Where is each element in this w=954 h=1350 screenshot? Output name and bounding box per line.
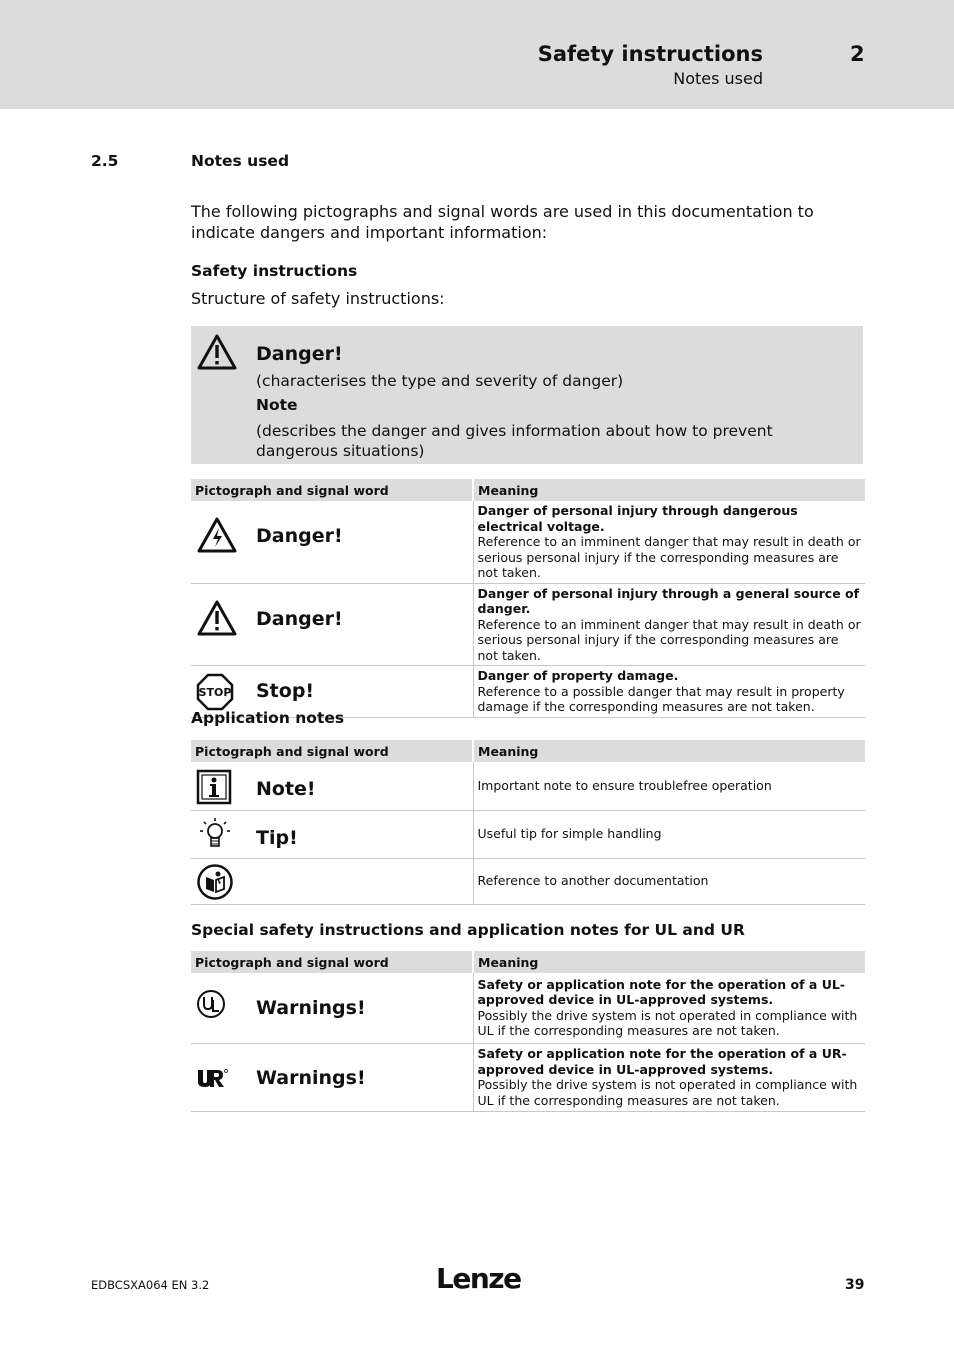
danger-box-type-text: (characterises the type and severity of danger)	[256, 372, 624, 390]
table-row	[191, 583, 865, 666]
application-notes-table	[191, 740, 865, 905]
meaning-text: Reference to an imminent danger that may result in death or serious personal injury if the corresponding measures are not taken.	[477, 616, 861, 663]
meaning-text: Reference to another documentation	[477, 873, 709, 889]
application-notes-heading: Application notes	[191, 709, 345, 727]
header-title: Safety instructions	[537, 42, 763, 66]
meaning-text: Reference to a possible danger that may result in property damage if the corresponding measures are not taken.	[477, 683, 845, 715]
signal-word: Danger!	[256, 525, 343, 547]
table-row	[191, 858, 865, 904]
column-header-pictograph: Pictograph and signal word	[191, 479, 473, 501]
header-subtitle: Notes used	[673, 69, 763, 88]
general-danger-warning-icon	[196, 599, 238, 637]
pictograph-cell	[191, 810, 473, 858]
page-header	[0, 0, 954, 109]
meaning-text: Possibly the drive system is not operated in compliance with UL if the corresponding measures are not taken.	[477, 1077, 858, 1108]
meaning-title: Safety or application note for the operation of a UL-approved device in UL-approved systems.	[477, 976, 845, 1008]
column-header-pictograph: Pictograph and signal word	[191, 951, 473, 973]
meaning-text: Possibly the drive system is not operated in compliance with UL if the corresponding measures are not taken.	[477, 1007, 858, 1039]
header-chapter-number: 2	[850, 42, 865, 66]
danger-box-note-label: Note	[256, 396, 298, 414]
signal-word: Warnings!	[256, 1066, 366, 1089]
pictograph-cell	[191, 501, 473, 583]
signal-word: Danger!	[256, 607, 343, 630]
meaning-text: Important note to ensure troublefree operation	[477, 778, 772, 793]
meaning-text: Reference to an imminent danger that may result in death or serious personal injury if the corresponding measures are not taken.	[477, 534, 861, 580]
danger-box-description: (describes the danger and gives information about how to prevent dangerous situations)	[256, 422, 773, 460]
signal-word: Stop!	[256, 680, 315, 702]
info-note-icon	[196, 769, 232, 805]
pictograph-cell	[191, 762, 473, 810]
stop-sign-text: STOP	[198, 686, 232, 699]
table-row	[191, 762, 865, 810]
warning-triangle-icon	[196, 333, 238, 371]
stop-sign-icon	[196, 673, 234, 711]
meaning-cell	[473, 858, 865, 904]
section-number: 2.5	[91, 152, 119, 170]
ul-mark-icon	[196, 989, 226, 1019]
meaning-cell	[473, 762, 865, 810]
safety-instructions-table	[191, 479, 865, 718]
meaning-cell	[473, 583, 865, 666]
safety-instructions-heading: Safety instructions	[191, 262, 358, 280]
pictograph-cell	[191, 1043, 473, 1111]
meaning-title: Safety or application note for the operation of a UR-approved device in UL-approved systems.	[477, 1046, 847, 1077]
signal-word: Tip!	[256, 826, 298, 849]
meaning-title: Danger of personal injury through a general source of danger.	[477, 585, 860, 616]
lenze-logo: Lenze	[436, 1262, 521, 1295]
meaning-cell	[473, 666, 865, 718]
pictograph-cell	[191, 973, 473, 1043]
reference-document-icon	[196, 863, 234, 901]
ul-ur-table	[191, 951, 865, 1112]
meaning-cell	[473, 1043, 865, 1111]
column-header-meaning: Meaning	[473, 951, 865, 973]
meaning-cell	[473, 973, 865, 1043]
meaning-title: Danger of personal injury through dangerous electrical voltage.	[477, 503, 798, 534]
danger-box-title: Danger!	[256, 343, 343, 365]
column-header-pictograph: Pictograph and signal word	[191, 740, 473, 762]
ur-mark-icon	[196, 1068, 228, 1088]
pictograph-cell	[191, 858, 473, 904]
light-bulb-tip-icon	[196, 816, 234, 854]
table-row	[191, 1043, 865, 1111]
intro-paragraph: The following pictographs and signal words are used in this documentation to indicate dangers and important information:	[191, 202, 814, 242]
structure-label: Structure of safety instructions:	[191, 289, 445, 308]
electrical-voltage-warning-icon	[196, 516, 238, 554]
table-row	[191, 810, 865, 858]
meaning-cell	[473, 501, 865, 583]
section-title: Notes used	[191, 152, 290, 170]
table-row	[191, 501, 865, 583]
meaning-text: Useful tip for simple handling	[477, 826, 662, 842]
footer-document-id: EDBCSXA064 EN 3.2	[91, 1278, 210, 1292]
signal-word: Warnings!	[256, 997, 366, 1019]
signal-word: Note!	[256, 778, 316, 800]
column-header-meaning: Meaning	[473, 479, 865, 501]
meaning-cell	[473, 810, 865, 858]
table-row	[191, 973, 865, 1043]
pictograph-cell	[191, 583, 473, 666]
page-number: 39	[845, 1277, 865, 1293]
column-header-meaning: Meaning	[473, 740, 865, 762]
meaning-title: Danger of property damage.	[477, 668, 679, 684]
danger-structure-box	[191, 326, 863, 464]
ul-ur-heading: Special safety instructions and application notes for UL and UR	[191, 921, 745, 939]
